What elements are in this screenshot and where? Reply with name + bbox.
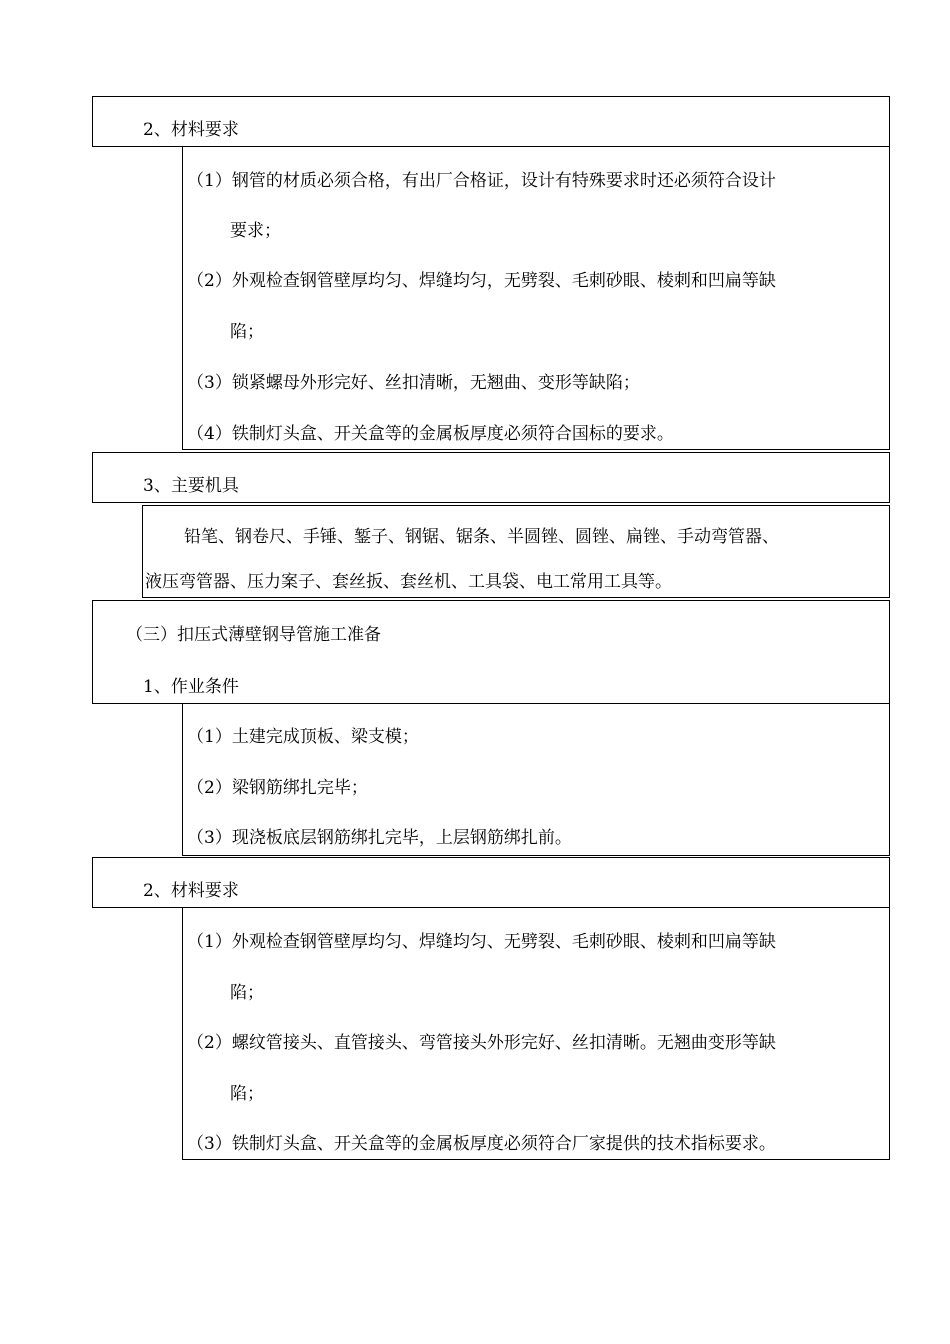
list-item: （1）土建完成顶板、梁支模； xyxy=(187,727,419,747)
list-item: 陷； xyxy=(230,983,264,1003)
heading-tools: 3、主要机具 xyxy=(143,476,239,496)
list-item: （2）外观检查钢管壁厚均匀、焊缝均匀，无劈裂、毛刺砂眼、棱刺和凹扁等缺 xyxy=(187,271,776,291)
list-item: （3）现浇板底层钢筋绑扎完毕，上层钢筋绑扎前。 xyxy=(187,828,572,848)
list-item: （1）外观检查钢管壁厚均匀、焊缝均匀、无劈裂、毛刺砂眼、棱刺和凹扁等缺 xyxy=(187,932,776,952)
heading-materials-2: 2、材料要求 xyxy=(143,881,239,901)
list-item: 要求； xyxy=(230,221,281,241)
heading-materials-1: 2、材料要求 xyxy=(143,120,239,140)
tools-line: 液压弯管器、压力案子、套丝扳、套丝机、工具袋、电工常用工具等。 xyxy=(145,572,672,592)
list-item: （3）锁紧螺母外形完好、丝扣清晰，无翘曲、变形等缺陷； xyxy=(187,373,640,393)
list-item: 陷； xyxy=(230,1084,264,1104)
list-item: （2）梁钢筋绑扎完毕； xyxy=(187,778,368,798)
list-item: 陷； xyxy=(230,322,264,342)
tools-line: 铅笔、钢卷尺、手锤、錾子、钢锯、锯条、半圆锉、圆锉、扁锉、手动弯管器、 xyxy=(184,527,779,547)
heading-work-conditions: 1、作业条件 xyxy=(143,677,239,697)
list-item: （4）铁制灯头盒、开关盒等的金属板厚度必须符合国标的要求。 xyxy=(187,424,674,444)
list-item: （2）螺纹管接头、直管接头、弯管接头外形完好、丝扣清晰。无翘曲变形等缺 xyxy=(187,1033,776,1053)
list-item: （3）铁制灯头盒、开关盒等的金属板厚度必须符合厂家提供的技术指标要求。 xyxy=(187,1134,776,1154)
content-box-materials-1 xyxy=(182,146,890,450)
section-title: （三）扣压式薄壁钢导管施工准备 xyxy=(126,625,381,645)
list-item: （1）钢管的材质必须合格，有出厂合格证，设计有特殊要求时还必须符合设计 xyxy=(187,171,776,191)
